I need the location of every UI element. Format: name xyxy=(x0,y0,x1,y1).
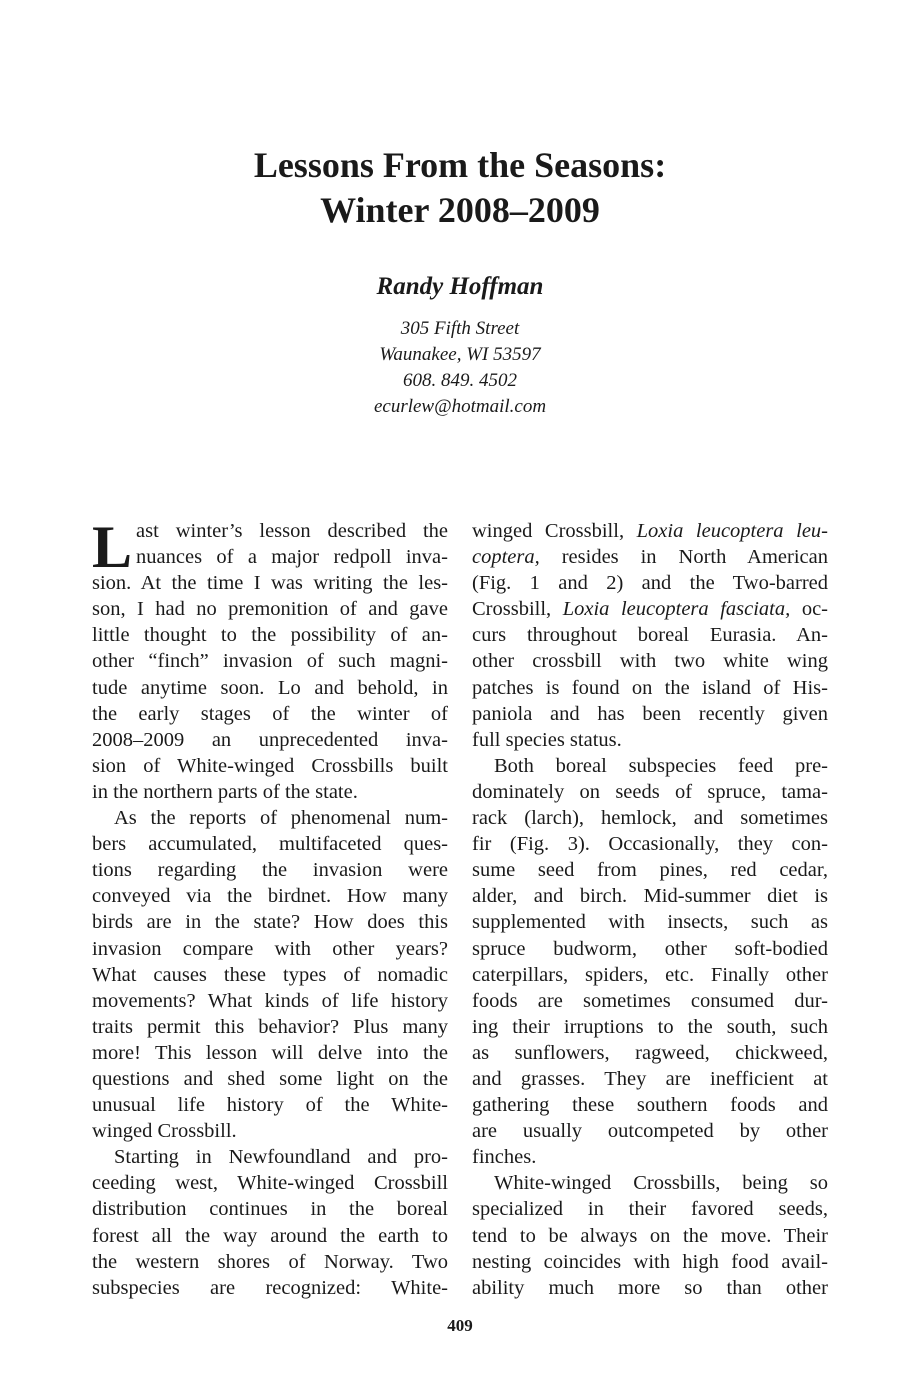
text-line: ing their irruptions to the south, such xyxy=(472,1015,828,1038)
text-line: full species status. xyxy=(472,728,622,751)
page-number: 409 xyxy=(447,1316,473,1335)
author-contact xyxy=(0,316,920,420)
text-line: questions and shed some light on the xyxy=(92,1067,448,1090)
text-line: alder, and birch. Mid-summer diet is xyxy=(472,885,828,908)
text-line: curs throughout boreal Eurasia. An- xyxy=(472,624,828,647)
text-line: tend to be always on the move. Their xyxy=(472,1224,828,1247)
text-line: Both boreal subspecies feed pre- xyxy=(494,754,828,777)
text-line: patches is found on the island of His- xyxy=(472,676,828,699)
email-address: ecurlew@hotmail.com xyxy=(373,396,547,417)
text-line: and grasses. They are inefficient at xyxy=(472,1067,828,1090)
text-line: son, I had no premonition of and gave xyxy=(92,598,448,621)
text-line: nuances of a major redpoll inva- xyxy=(136,546,448,569)
text-line: spruce budworm, other soft-bodied xyxy=(472,937,828,960)
text-line: traits permit this behavior? Plus many xyxy=(92,1015,448,1038)
text-line xyxy=(472,596,828,622)
body-column-right xyxy=(472,518,828,1301)
title-line-1: Lessons From the Seasons: xyxy=(253,145,667,185)
text-line: dominately on seeds of spruce, tama- xyxy=(472,780,828,803)
text-line: bers accumulated, multifaceted ques- xyxy=(92,833,448,856)
text-line: (Fig. 1 and 2) and the Two-barred xyxy=(472,572,828,595)
text-line: other “finch” invasion of such magni- xyxy=(92,650,448,673)
address-line-1: 305 Fifth Street xyxy=(400,318,520,339)
text-line: movements? What kinds of life history xyxy=(92,989,448,1012)
text-line: are usually outcompeted by other xyxy=(472,1120,828,1143)
text-run: winged Crossbill, xyxy=(472,520,637,542)
text-line: birds are in the state? How does this xyxy=(92,911,448,934)
text-line: unusual life history of the White- xyxy=(92,1094,448,1117)
text-line: What causes these types of nomadic xyxy=(92,963,448,986)
text-line: sion. At the time I was writing the les- xyxy=(92,572,448,595)
text-line: supplemented with insects, such as xyxy=(472,911,828,934)
text-line: winged Crossbill. xyxy=(92,1120,237,1143)
text-line: the western shores of Norway. Two xyxy=(92,1250,448,1273)
author-name: Randy Hoffman xyxy=(376,273,544,300)
text-line: White-winged Crossbills, being so xyxy=(494,1172,828,1195)
text-line xyxy=(472,518,828,544)
text-line: specialized in their favored seeds, xyxy=(472,1198,828,1221)
text-line: finches. xyxy=(472,1146,537,1169)
text-line: in the northern parts of the state. xyxy=(92,780,358,803)
text-line: fir (Fig. 3). Occasionally, they con- xyxy=(472,833,828,856)
text-line: subspecies are recognized: White- xyxy=(92,1276,448,1299)
text-line: sion of White-winged Crossbills built xyxy=(92,754,448,777)
text-line: the early stages of the winter of xyxy=(92,702,448,725)
text-line: sume seed from pines, red cedar, xyxy=(472,859,828,882)
text-line: conveyed via the birdnet. How many xyxy=(92,885,448,908)
text-line: 2008–2009 an unprecedented inva- xyxy=(92,728,448,751)
text-line: as sunflowers, ragweed, chickweed, xyxy=(472,1041,828,1064)
text-line: other crossbill with two white wing xyxy=(472,650,828,673)
text-line: gathering these southern foods and xyxy=(472,1094,828,1117)
text-run: Crossbill, xyxy=(472,598,563,621)
text-line: tude anytime soon. Lo and behold, in xyxy=(92,676,448,699)
text-line: Starting in Newfoundland and pro- xyxy=(114,1146,448,1169)
text-line: ability much more so than other xyxy=(472,1276,828,1299)
text-line: caterpillars, spiders, etc. Finally other xyxy=(472,963,828,986)
text-line: rack (larch), hemlock, and sometimes xyxy=(472,807,828,830)
text-line: invasion compare with other years? xyxy=(92,937,448,960)
text-line: As the reports of phenomenal num- xyxy=(114,807,448,830)
text-line: tions regarding the invasion were xyxy=(92,859,448,882)
species-name: Loxia leucoptera leu- xyxy=(636,520,828,542)
text-line: forest all the way around the earth to xyxy=(92,1224,448,1247)
body-column-left xyxy=(92,514,448,1301)
text-line: ast winter’s lesson described the xyxy=(136,520,448,542)
text-run: oc- xyxy=(790,598,828,621)
text-line xyxy=(472,544,828,570)
text-line: distribution continues in the boreal xyxy=(92,1198,448,1221)
species-name: coptera, xyxy=(472,546,540,569)
text-line: ceeding west, White-winged Crossbill xyxy=(92,1172,448,1195)
text-run: resides in North American xyxy=(539,546,828,569)
article-title xyxy=(0,143,920,233)
text-line: little thought to the possibility of an- xyxy=(92,624,448,647)
species-name: Loxia leucoptera fasciata, xyxy=(562,598,791,621)
phone-number: 608. 849. 4502 xyxy=(403,370,517,391)
text-line: paniola and has been recently given xyxy=(472,702,828,725)
address-line-2: Waunakee, WI 53597 xyxy=(379,344,541,365)
text-line: nesting coincides with high food avail- xyxy=(472,1250,828,1273)
title-line-2: Winter 2008–2009 xyxy=(320,190,600,230)
drop-cap: L xyxy=(92,514,133,580)
text-line: more! This lesson will delve into the xyxy=(92,1041,448,1064)
text-line: foods are sometimes consumed dur- xyxy=(472,989,828,1012)
